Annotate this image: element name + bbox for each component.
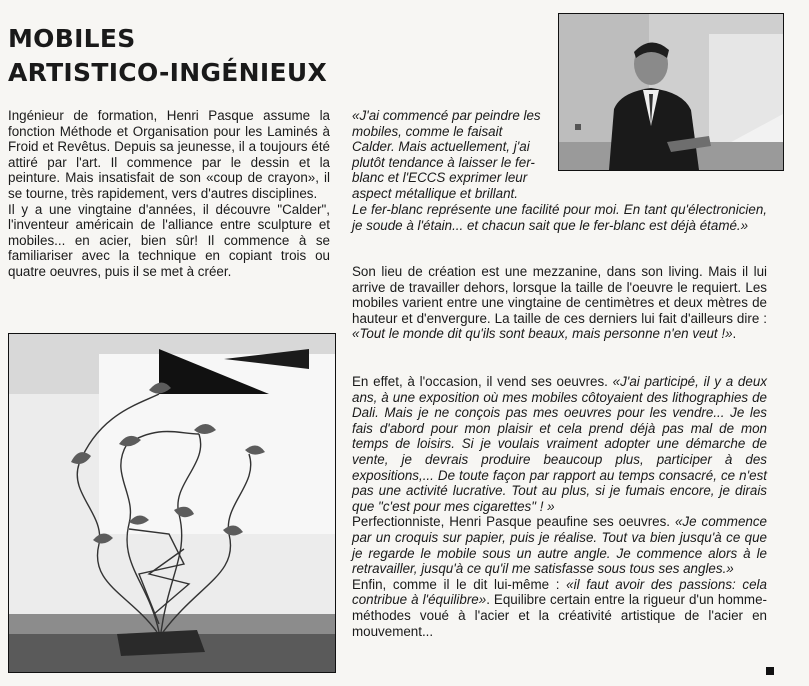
right-paragraph-2 (352, 264, 767, 342)
right-p5-end: . Equilibre certain entre la rigueur d'un homme-méthodes voué à l'acier et la créativité artistique de l'acier en mouvement... (352, 592, 767, 639)
title-line-2: ARTISTICO-INGÉNIEUX (8, 58, 328, 87)
left-column (8, 108, 330, 280)
quote-continuation: Le fer-blanc représente une facilité pour moi. En tant qu'électronicien, je soude à l'étain... et chacun sait que le fer-blanc est déjà étamé.» (352, 202, 767, 233)
right-p2-end: . (732, 326, 737, 342)
quote-intro (352, 108, 542, 202)
sculpture-image (9, 334, 335, 672)
left-paragraph-2: Il y a une vingtaine d'années, il découvre "Calder", l'inventeur américain de l'alliance entre sculpture et mobiles... en acier, bien sûr! Il commence à se familiariser avec la technique en copiant trois ou quatre oeuvres, puis il se met à créer. (8, 201, 330, 279)
right-p2-quote: «Tout le monde dit qu'ils sont beaux, mais personne n'en veut !» (352, 326, 733, 342)
quote-intro-text: «J'ai commencé par peindre les mobiles, comme le faisait Calder. Mais actuellement, j'ai plutôt tendance à laisser le fer-blanc et l'ECCS exprimer leur aspect métallique et brillant. (352, 108, 541, 201)
right-p5-text: Enfin, comme il le dit lui-même : (352, 576, 560, 592)
right-p2-text: Son lieu de création est une mezzanine, dans son living. Mais il lui arrive de travailler dehors, lorsque la taille de l'oeuvre le requiert. Les mobiles varient entre une vingtaine de centimètres et deux mètres de hauteur et d'envergure. La taille de ces derniers lui fait d'ailleurs dire : (352, 264, 767, 326)
article-end-mark (766, 667, 774, 675)
portrait-image (559, 14, 783, 170)
right-paragraph-3 (352, 374, 767, 639)
right-p3-quote: «J'ai participé, il y a deux ans, à une exposition où mes mobiles côtoyaient des lithographies de Dali. Mais je ne conçois pas mes oeuvres pour les vendre... Je les fais d'abord pour mon plaisir et cela prend déjà pas mal de mon temps de loisirs. Si je voulais vraiment adopter une démarche de vente, je devrais produire beaucoup plus, participer à des expositions,... De toute façon par rapport au temps consacré, ce n'est pas une activité lucrative. Tout au plus, si je fumais encore, je dirais que "c'est pour mes cigarettes" ! » (352, 374, 767, 514)
left-paragraph-1: Ingénieur de formation, Henri Pasque assume la fonction Méthode et Organisation pour les Laminés à Froid et Revêtus. Depuis sa jeunesse, il a toujours été attiré par l'art. Il commence par le dessin et la peinture. Mais insatisfait de son «coup de crayon», il se tourne, très rapidement, vers d'autres disciplines. (8, 108, 330, 201)
right-p5-quote: «il faut avoir des passions: cela contribue à l'équilibre» (352, 576, 767, 608)
right-column-top (352, 202, 767, 233)
right-p4-quote: «Je commence par un croquis sur papier, puis je réalise. Tout va bien jusqu'à ce que je regarde le mobile sous un autre angle. Je commence alors à le retravailler, jusqu'à ce qu'il me satisfasse sous tous ses angles.» (352, 514, 767, 577)
article-title (8, 22, 327, 90)
right-p4-text: Perfectionniste, Henri Pasque peaufine ses oeuvres. (352, 514, 671, 530)
portrait-photo (558, 13, 784, 171)
sculpture-photo (8, 333, 336, 673)
title-line-1: MOBILES (8, 24, 136, 53)
right-p3-text: En effet, à l'occasion, il vend ses oeuvres. (352, 374, 608, 389)
